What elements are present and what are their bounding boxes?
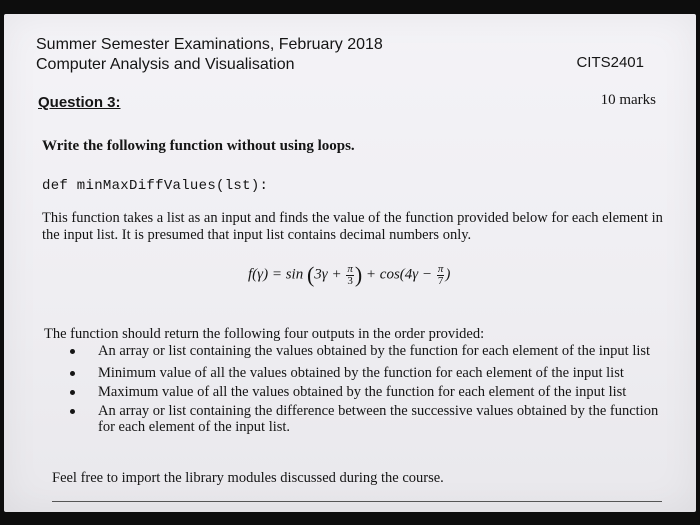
formula (248, 262, 450, 288)
divider (52, 501, 662, 502)
function-signature: def minMaxDiffValues(lst): (42, 178, 269, 194)
exam-page (4, 14, 696, 512)
output-text: Minimum value of all the values obtained by the function for each element of the input list (98, 365, 624, 381)
question-marks: 10 marks (600, 92, 656, 108)
list-item (66, 403, 666, 435)
fraction-denominator: 7 (437, 274, 444, 287)
course-title: Computer Analysis and Visualisation (36, 56, 295, 73)
bullet-icon (70, 371, 75, 376)
outputs-intro: The function should return the following four outputs in the order provided: (44, 326, 485, 342)
fraction-numerator: π (437, 262, 444, 275)
unit-code: CITS2401 (576, 54, 644, 71)
fraction-numerator: π (347, 262, 353, 275)
output-text: Maximum value of all the values obtained by the function for each element of the input list (98, 384, 627, 400)
fraction-pi-over-3 (346, 264, 354, 287)
paren-close: ) (354, 262, 363, 287)
bullet-icon (70, 349, 75, 354)
bullet-icon (70, 409, 75, 414)
outputs-list (66, 343, 666, 438)
footer-note: Feel free to import the library modules discussed during the course. (52, 470, 444, 486)
question-instruction: Write the following function without using loops. (42, 138, 355, 154)
list-item (66, 365, 666, 381)
function-description: This function takes a list as an input and finds the value of the function provided below for each element in the input list. It is presumed that input list contains decimal numbers only. (42, 210, 663, 243)
exam-title: Summer Semester Examinations, February 2018 (36, 36, 383, 53)
formula-inner1: 3γ + (314, 266, 342, 283)
list-item (66, 343, 666, 359)
fraction-denominator: 3 (347, 274, 353, 287)
output-text: An array or list containing the values obtained by the function for each element of the input list (98, 343, 651, 359)
formula-close: ) (445, 266, 451, 283)
question-number: Question 3: (38, 94, 121, 111)
output-text: An array or list containing the difference between the successive values obtained by the function for each element of the input list. (98, 403, 659, 435)
fraction-pi-over-7 (437, 264, 445, 287)
formula-mid: + cos(4γ − (365, 266, 433, 283)
list-item (66, 384, 666, 400)
bullet-icon (70, 390, 75, 395)
formula-lhs: f(γ) = sin (248, 266, 304, 283)
paren-open: ( (306, 262, 315, 287)
